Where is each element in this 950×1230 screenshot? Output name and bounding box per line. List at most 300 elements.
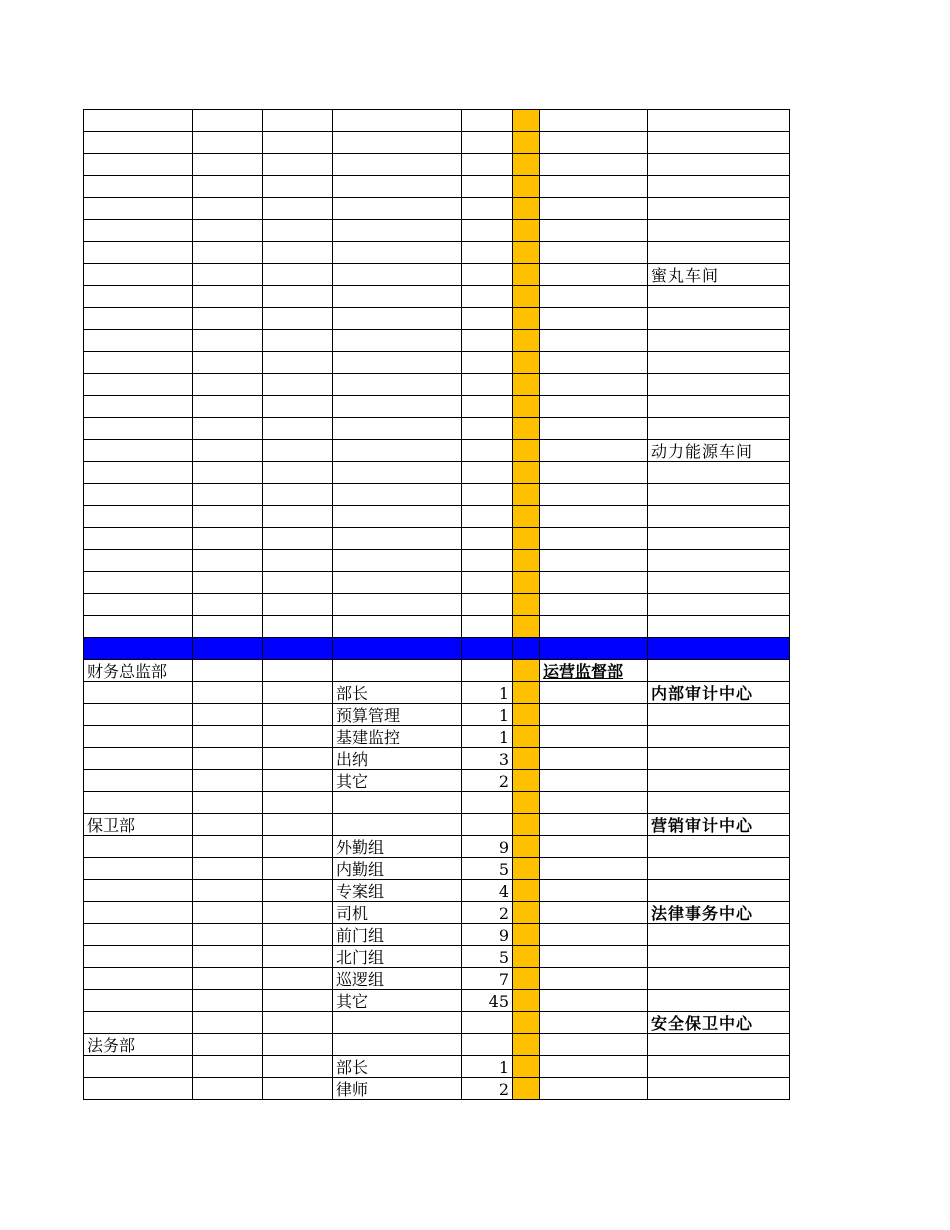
cell-c5[interactable]: 9 <box>462 924 513 946</box>
cell-c4[interactable] <box>333 572 462 594</box>
cell-c4[interactable] <box>333 792 462 814</box>
cell-c3[interactable] <box>263 1078 333 1100</box>
cell-c2[interactable] <box>193 616 263 638</box>
cell-c4[interactable]: 律师 <box>333 1078 462 1100</box>
cell-c3[interactable] <box>263 528 333 550</box>
cell-c8[interactable] <box>648 330 790 352</box>
cell-c4[interactable] <box>333 484 462 506</box>
cell-c7[interactable] <box>540 484 648 506</box>
cell-c1[interactable]: 保卫部 <box>84 814 193 836</box>
cell-c7[interactable] <box>540 770 648 792</box>
cell-c1[interactable] <box>84 550 193 572</box>
cell-c7[interactable] <box>540 880 648 902</box>
cell-c7[interactable] <box>540 352 648 374</box>
cell-c6[interactable] <box>513 242 540 264</box>
cell-c5[interactable] <box>462 264 513 286</box>
cell-c2[interactable] <box>193 770 263 792</box>
cell-c1[interactable] <box>84 308 193 330</box>
cell-c4[interactable]: 其它 <box>333 990 462 1012</box>
cell-c5[interactable] <box>462 198 513 220</box>
cell-c3[interactable] <box>263 242 333 264</box>
cell-c2[interactable] <box>193 264 263 286</box>
cell-c6[interactable] <box>513 726 540 748</box>
cell-c4[interactable] <box>333 462 462 484</box>
cell-c3[interactable] <box>263 308 333 330</box>
cell-c7[interactable] <box>540 814 648 836</box>
cell-c1[interactable] <box>84 528 193 550</box>
cell-c5[interactable] <box>462 374 513 396</box>
cell-c3[interactable] <box>263 946 333 968</box>
cell-c6[interactable] <box>513 374 540 396</box>
cell-c5[interactable] <box>462 1034 513 1056</box>
cell-c4[interactable] <box>333 308 462 330</box>
cell-c2[interactable] <box>193 242 263 264</box>
cell-c6[interactable] <box>513 484 540 506</box>
cell-c6[interactable] <box>513 440 540 462</box>
cell-c8[interactable] <box>648 220 790 242</box>
cell-c8[interactable] <box>648 792 790 814</box>
cell-c2[interactable] <box>193 506 263 528</box>
cell-c3[interactable] <box>263 572 333 594</box>
cell-c6[interactable] <box>513 462 540 484</box>
cell-c1[interactable] <box>84 682 193 704</box>
cell-c4[interactable]: 司机 <box>333 902 462 924</box>
cell-c1[interactable] <box>84 264 193 286</box>
cell-c6[interactable] <box>513 836 540 858</box>
cell-c3[interactable] <box>263 154 333 176</box>
cell-c3[interactable] <box>263 110 333 132</box>
cell-c5[interactable]: 2 <box>462 902 513 924</box>
cell-c4[interactable]: 部长 <box>333 682 462 704</box>
cell-c4[interactable] <box>333 352 462 374</box>
cell-c2[interactable] <box>193 286 263 308</box>
cell-c2[interactable] <box>193 968 263 990</box>
cell-c3[interactable] <box>263 792 333 814</box>
cell-c7[interactable] <box>540 682 648 704</box>
cell-c1[interactable] <box>84 352 193 374</box>
cell-c3[interactable] <box>263 440 333 462</box>
cell-c1[interactable] <box>84 594 193 616</box>
cell-c5[interactable]: 2 <box>462 770 513 792</box>
cell-c1[interactable]: 财务总监部 <box>84 660 193 682</box>
cell-c6[interactable] <box>513 154 540 176</box>
cell-c7[interactable] <box>540 308 648 330</box>
cell-c6[interactable] <box>513 792 540 814</box>
cell-c1[interactable] <box>84 946 193 968</box>
cell-c5[interactable]: 7 <box>462 968 513 990</box>
cell-c7[interactable] <box>540 440 648 462</box>
cell-c7[interactable] <box>540 506 648 528</box>
cell-c1[interactable] <box>84 924 193 946</box>
cell-c2[interactable] <box>193 528 263 550</box>
cell-c2[interactable] <box>193 330 263 352</box>
cell-c8[interactable] <box>648 946 790 968</box>
cell-c1[interactable] <box>84 990 193 1012</box>
cell-c5[interactable]: 1 <box>462 704 513 726</box>
cell-c1[interactable] <box>84 792 193 814</box>
cell-c1[interactable] <box>84 396 193 418</box>
cell-c7[interactable] <box>540 176 648 198</box>
cell-c8[interactable] <box>648 352 790 374</box>
cell-c6[interactable] <box>513 264 540 286</box>
cell-c5[interactable] <box>462 396 513 418</box>
cell-c6[interactable] <box>513 1078 540 1100</box>
cell-c4[interactable] <box>333 286 462 308</box>
cell-c6[interactable] <box>513 924 540 946</box>
cell-c4[interactable]: 部长 <box>333 1056 462 1078</box>
cell-c5[interactable] <box>462 176 513 198</box>
cell-c1[interactable] <box>84 132 193 154</box>
cell-c8[interactable]: 蜜丸车间 <box>648 264 790 286</box>
cell-c1[interactable] <box>84 858 193 880</box>
cell-c5[interactable]: 9 <box>462 836 513 858</box>
cell-c3[interactable] <box>263 396 333 418</box>
cell-c1[interactable] <box>84 374 193 396</box>
cell-c5[interactable] <box>462 550 513 572</box>
cell-c1[interactable] <box>84 638 193 660</box>
cell-c2[interactable] <box>193 946 263 968</box>
cell-c6[interactable] <box>513 902 540 924</box>
cell-c3[interactable] <box>263 836 333 858</box>
cell-c2[interactable] <box>193 748 263 770</box>
cell-c2[interactable] <box>193 836 263 858</box>
cell-c5[interactable] <box>462 242 513 264</box>
cell-c8[interactable] <box>648 704 790 726</box>
cell-c5[interactable]: 2 <box>462 1078 513 1100</box>
cell-c8[interactable] <box>648 990 790 1012</box>
cell-c5[interactable] <box>462 352 513 374</box>
cell-c3[interactable] <box>263 132 333 154</box>
cell-c8[interactable] <box>648 1034 790 1056</box>
cell-c8[interactable] <box>648 308 790 330</box>
cell-c5[interactable] <box>462 154 513 176</box>
cell-c1[interactable] <box>84 836 193 858</box>
cell-c2[interactable] <box>193 132 263 154</box>
cell-c8[interactable] <box>648 880 790 902</box>
cell-c3[interactable] <box>263 748 333 770</box>
cell-c3[interactable] <box>263 506 333 528</box>
cell-c5[interactable] <box>462 286 513 308</box>
cell-c6[interactable] <box>513 638 540 660</box>
cell-c4[interactable] <box>333 154 462 176</box>
cell-c2[interactable] <box>193 704 263 726</box>
cell-c7[interactable] <box>540 836 648 858</box>
cell-c4[interactable]: 基建监控 <box>333 726 462 748</box>
cell-c3[interactable] <box>263 770 333 792</box>
cell-c2[interactable] <box>193 572 263 594</box>
cell-c4[interactable] <box>333 198 462 220</box>
cell-c6[interactable] <box>513 1034 540 1056</box>
cell-c8[interactable] <box>648 572 790 594</box>
cell-c7[interactable] <box>540 550 648 572</box>
cell-c5[interactable] <box>462 418 513 440</box>
cell-c5[interactable]: 5 <box>462 858 513 880</box>
cell-c7[interactable] <box>540 990 648 1012</box>
cell-c3[interactable] <box>263 286 333 308</box>
cell-c3[interactable] <box>263 550 333 572</box>
cell-c4[interactable]: 前门组 <box>333 924 462 946</box>
cell-c1[interactable] <box>84 770 193 792</box>
cell-c5[interactable]: 3 <box>462 748 513 770</box>
cell-c7[interactable] <box>540 374 648 396</box>
cell-c6[interactable] <box>513 572 540 594</box>
cell-c4[interactable] <box>333 1034 462 1056</box>
cell-c5[interactable] <box>462 660 513 682</box>
cell-c8[interactable] <box>648 374 790 396</box>
cell-c8[interactable] <box>648 770 790 792</box>
cell-c4[interactable] <box>333 110 462 132</box>
cell-c7[interactable] <box>540 1034 648 1056</box>
cell-c6[interactable] <box>513 418 540 440</box>
cell-c1[interactable] <box>84 198 193 220</box>
cell-c1[interactable] <box>84 462 193 484</box>
cell-c1[interactable] <box>84 880 193 902</box>
cell-c3[interactable] <box>263 484 333 506</box>
cell-c3[interactable] <box>263 462 333 484</box>
cell-c3[interactable] <box>263 1034 333 1056</box>
cell-c7[interactable] <box>540 902 648 924</box>
cell-c1[interactable] <box>84 110 193 132</box>
cell-c4[interactable] <box>333 330 462 352</box>
cell-c6[interactable] <box>513 352 540 374</box>
cell-c3[interactable] <box>263 352 333 374</box>
cell-c8[interactable] <box>648 1012 790 1034</box>
cell-c6[interactable] <box>513 220 540 242</box>
cell-c7[interactable] <box>540 616 648 638</box>
cell-c8[interactable] <box>648 176 790 198</box>
cell-c4[interactable] <box>333 638 462 660</box>
cell-c3[interactable] <box>263 594 333 616</box>
cell-c3[interactable] <box>263 330 333 352</box>
cell-c2[interactable] <box>193 858 263 880</box>
cell-c4[interactable] <box>333 440 462 462</box>
cell-c3[interactable] <box>263 902 333 924</box>
cell-c8[interactable] <box>648 924 790 946</box>
cell-c6[interactable] <box>513 770 540 792</box>
cell-c2[interactable] <box>193 990 263 1012</box>
cell-c2[interactable] <box>193 352 263 374</box>
cell-c3[interactable] <box>263 638 333 660</box>
cell-c8[interactable] <box>648 462 790 484</box>
cell-c7[interactable] <box>540 154 648 176</box>
cell-c7[interactable] <box>540 748 648 770</box>
cell-c1[interactable] <box>84 154 193 176</box>
cell-c6[interactable] <box>513 308 540 330</box>
cell-c7[interactable] <box>540 396 648 418</box>
cell-c3[interactable] <box>263 704 333 726</box>
cell-c7[interactable] <box>540 924 648 946</box>
cell-c7[interactable] <box>540 462 648 484</box>
cell-c2[interactable] <box>193 638 263 660</box>
cell-c3[interactable] <box>263 726 333 748</box>
cell-c4[interactable]: 其它 <box>333 770 462 792</box>
cell-c4[interactable] <box>333 660 462 682</box>
cell-c2[interactable] <box>193 198 263 220</box>
cell-c4[interactable]: 北门组 <box>333 946 462 968</box>
cell-c2[interactable] <box>193 594 263 616</box>
cell-c6[interactable] <box>513 814 540 836</box>
cell-c8[interactable] <box>648 418 790 440</box>
cell-c6[interactable] <box>513 528 540 550</box>
cell-c5[interactable] <box>462 110 513 132</box>
cell-c4[interactable]: 专案组 <box>333 880 462 902</box>
cell-c4[interactable] <box>333 550 462 572</box>
cell-c3[interactable] <box>263 374 333 396</box>
cell-c2[interactable] <box>193 308 263 330</box>
cell-c8[interactable] <box>648 286 790 308</box>
cell-c2[interactable] <box>193 396 263 418</box>
cell-c8[interactable] <box>648 242 790 264</box>
cell-c2[interactable] <box>193 880 263 902</box>
cell-c1[interactable]: 法务部 <box>84 1034 193 1056</box>
cell-c8[interactable] <box>648 748 790 770</box>
cell-c4[interactable] <box>333 176 462 198</box>
cell-c6[interactable] <box>513 330 540 352</box>
cell-c6[interactable] <box>513 968 540 990</box>
cell-c4[interactable] <box>333 132 462 154</box>
cell-c7[interactable] <box>540 1078 648 1100</box>
cell-c7[interactable] <box>540 418 648 440</box>
cell-c2[interactable] <box>193 1012 263 1034</box>
cell-c5[interactable]: 1 <box>462 1056 513 1078</box>
cell-c4[interactable] <box>333 264 462 286</box>
cell-c8[interactable] <box>648 638 790 660</box>
cell-c5[interactable]: 1 <box>462 682 513 704</box>
cell-c3[interactable] <box>263 814 333 836</box>
cell-c4[interactable] <box>333 814 462 836</box>
cell-c3[interactable] <box>263 924 333 946</box>
cell-c8[interactable] <box>648 1078 790 1100</box>
cell-c4[interactable] <box>333 418 462 440</box>
cell-c2[interactable] <box>193 1034 263 1056</box>
cell-c8[interactable] <box>648 550 790 572</box>
cell-c7[interactable] <box>540 946 648 968</box>
cell-c6[interactable] <box>513 660 540 682</box>
cell-c4[interactable] <box>333 506 462 528</box>
cell-c8[interactable] <box>648 814 790 836</box>
cell-c1[interactable] <box>84 1012 193 1034</box>
cell-c8[interactable] <box>648 528 790 550</box>
cell-c1[interactable] <box>84 484 193 506</box>
cell-c8[interactable] <box>648 396 790 418</box>
cell-c2[interactable] <box>193 440 263 462</box>
cell-c8[interactable] <box>648 594 790 616</box>
cell-c1[interactable] <box>84 418 193 440</box>
cell-c6[interactable] <box>513 1012 540 1034</box>
cell-c8[interactable] <box>648 110 790 132</box>
cell-c6[interactable] <box>513 682 540 704</box>
cell-c6[interactable] <box>513 1056 540 1078</box>
cell-c4[interactable]: 内勤组 <box>333 858 462 880</box>
cell-c5[interactable] <box>462 1012 513 1034</box>
cell-c3[interactable] <box>263 176 333 198</box>
cell-c4[interactable]: 外勤组 <box>333 836 462 858</box>
cell-c1[interactable] <box>84 704 193 726</box>
cell-c3[interactable] <box>263 616 333 638</box>
cell-c7[interactable] <box>540 330 648 352</box>
cell-c5[interactable] <box>462 220 513 242</box>
cell-c3[interactable] <box>263 858 333 880</box>
cell-c1[interactable] <box>84 572 193 594</box>
cell-c2[interactable] <box>193 902 263 924</box>
cell-c6[interactable] <box>513 704 540 726</box>
cell-c1[interactable] <box>84 748 193 770</box>
cell-c3[interactable] <box>263 264 333 286</box>
cell-c5[interactable]: 4 <box>462 880 513 902</box>
cell-c7[interactable] <box>540 528 648 550</box>
cell-c5[interactable]: 1 <box>462 726 513 748</box>
cell-c3[interactable] <box>263 968 333 990</box>
cell-c4[interactable] <box>333 220 462 242</box>
cell-c7[interactable] <box>540 242 648 264</box>
cell-c2[interactable] <box>193 660 263 682</box>
cell-c7[interactable] <box>540 660 648 682</box>
cell-c3[interactable] <box>263 1012 333 1034</box>
cell-c6[interactable] <box>513 594 540 616</box>
cell-c4[interactable] <box>333 396 462 418</box>
cell-c6[interactable] <box>513 396 540 418</box>
cell-c4[interactable] <box>333 594 462 616</box>
cell-c2[interactable] <box>193 1078 263 1100</box>
cell-c7[interactable] <box>540 132 648 154</box>
cell-c5[interactable] <box>462 132 513 154</box>
cell-c7[interactable] <box>540 858 648 880</box>
cell-c3[interactable] <box>263 418 333 440</box>
cell-c7[interactable] <box>540 704 648 726</box>
cell-c8[interactable] <box>648 506 790 528</box>
cell-c7[interactable] <box>540 1012 648 1034</box>
cell-c5[interactable]: 5 <box>462 946 513 968</box>
cell-c1[interactable] <box>84 1078 193 1100</box>
cell-c8[interactable] <box>648 682 790 704</box>
cell-c3[interactable] <box>263 682 333 704</box>
cell-c1[interactable] <box>84 330 193 352</box>
cell-c3[interactable] <box>263 1056 333 1078</box>
cell-c5[interactable] <box>462 814 513 836</box>
cell-c6[interactable] <box>513 858 540 880</box>
cell-c5[interactable]: 45 <box>462 990 513 1012</box>
cell-c2[interactable] <box>193 176 263 198</box>
cell-c6[interactable] <box>513 990 540 1012</box>
cell-c6[interactable] <box>513 198 540 220</box>
cell-c3[interactable] <box>263 880 333 902</box>
cell-c2[interactable] <box>193 374 263 396</box>
cell-c5[interactable] <box>462 638 513 660</box>
cell-c3[interactable] <box>263 198 333 220</box>
cell-c7[interactable] <box>540 968 648 990</box>
cell-c7[interactable] <box>540 792 648 814</box>
cell-c1[interactable] <box>84 726 193 748</box>
cell-c7[interactable] <box>540 594 648 616</box>
cell-c3[interactable] <box>263 990 333 1012</box>
cell-c1[interactable] <box>84 440 193 462</box>
cell-c6[interactable] <box>513 286 540 308</box>
cell-c6[interactable] <box>513 506 540 528</box>
cell-c6[interactable] <box>513 946 540 968</box>
cell-c4[interactable]: 预算管理 <box>333 704 462 726</box>
cell-c6[interactable] <box>513 880 540 902</box>
cell-c4[interactable]: 出纳 <box>333 748 462 770</box>
cell-c8[interactable] <box>648 154 790 176</box>
cell-c8[interactable] <box>648 198 790 220</box>
cell-c5[interactable] <box>462 616 513 638</box>
cell-c2[interactable] <box>193 814 263 836</box>
cell-c5[interactable] <box>462 528 513 550</box>
cell-c2[interactable] <box>193 462 263 484</box>
cell-c5[interactable] <box>462 594 513 616</box>
cell-c8[interactable] <box>648 132 790 154</box>
cell-c5[interactable] <box>462 506 513 528</box>
